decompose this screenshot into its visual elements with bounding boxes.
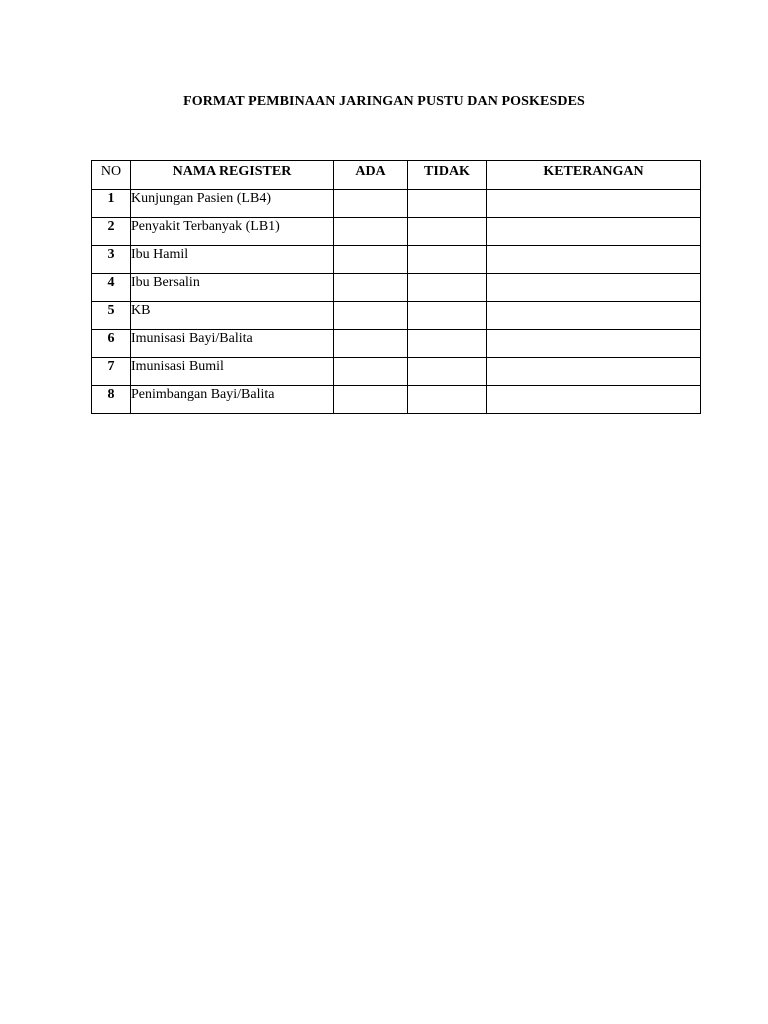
- header-ada: ADA: [334, 161, 408, 190]
- tidak-cell: [408, 246, 487, 274]
- keterangan-cell: [487, 274, 701, 302]
- ada-cell: [334, 386, 408, 414]
- row-number: 6: [92, 330, 131, 358]
- table-row: [92, 386, 701, 414]
- keterangan-cell: [487, 330, 701, 358]
- ada-cell: [334, 358, 408, 386]
- ada-cell: [334, 218, 408, 246]
- tidak-cell: [408, 330, 487, 358]
- ada-cell: [334, 274, 408, 302]
- row-number: 5: [92, 302, 131, 330]
- table-row: [92, 246, 701, 274]
- tidak-cell: [408, 358, 487, 386]
- register-name: Imunisasi Bayi/Balita: [131, 330, 334, 358]
- table-row: [92, 330, 701, 358]
- ada-cell: [334, 246, 408, 274]
- keterangan-cell: [487, 386, 701, 414]
- header-tidak: TIDAK: [408, 161, 487, 190]
- tidak-cell: [408, 386, 487, 414]
- register-name: Imunisasi Bumil: [131, 358, 334, 386]
- row-number: 7: [92, 358, 131, 386]
- table-header-row: [92, 161, 701, 190]
- ada-cell: [334, 330, 408, 358]
- row-number: 3: [92, 246, 131, 274]
- header-name: NAMA REGISTER: [131, 161, 334, 190]
- header-keterangan: KETERANGAN: [487, 161, 701, 190]
- register-table: [91, 160, 701, 414]
- row-number: 2: [92, 218, 131, 246]
- row-number: 8: [92, 386, 131, 414]
- register-name: Penyakit Terbanyak (LB1): [131, 218, 334, 246]
- table-row: [92, 274, 701, 302]
- tidak-cell: [408, 190, 487, 218]
- register-name: Ibu Bersalin: [131, 274, 334, 302]
- ada-cell: [334, 190, 408, 218]
- tidak-cell: [408, 274, 487, 302]
- tidak-cell: [408, 218, 487, 246]
- table-row: [92, 358, 701, 386]
- keterangan-cell: [487, 190, 701, 218]
- table-row: [92, 190, 701, 218]
- table-row: [92, 218, 701, 246]
- document-title: FORMAT PEMBINAAN JARINGAN PUSTU DAN POSKESDES: [183, 94, 585, 109]
- keterangan-cell: [487, 246, 701, 274]
- keterangan-cell: [487, 218, 701, 246]
- row-number: 4: [92, 274, 131, 302]
- table-row: [92, 302, 701, 330]
- tidak-cell: [408, 302, 487, 330]
- ada-cell: [334, 302, 408, 330]
- header-no: NO: [92, 161, 131, 190]
- register-name: Kunjungan Pasien (LB4): [131, 190, 334, 218]
- register-name: Ibu Hamil: [131, 246, 334, 274]
- keterangan-cell: [487, 302, 701, 330]
- register-name: Penimbangan Bayi/Balita: [131, 386, 334, 414]
- keterangan-cell: [487, 358, 701, 386]
- register-name: KB: [131, 302, 334, 330]
- row-number: 1: [92, 190, 131, 218]
